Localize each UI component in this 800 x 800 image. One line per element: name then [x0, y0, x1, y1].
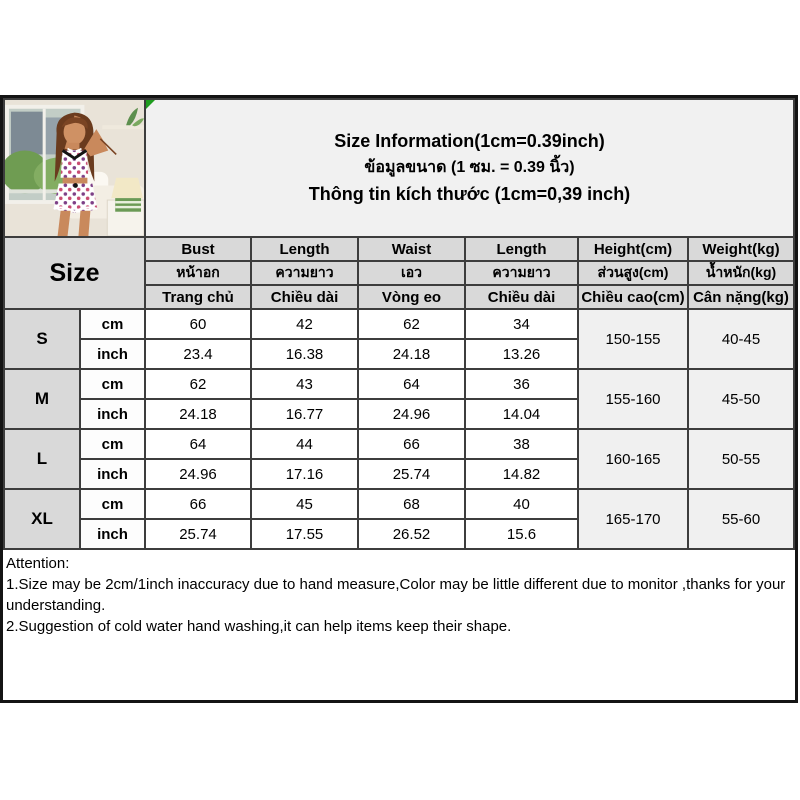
title-row: [4, 99, 794, 237]
col-header-height-th: ส่วนสูง(cm): [578, 261, 688, 285]
table-row-xl-cm: [4, 489, 794, 519]
height-range: 160-165: [578, 429, 688, 489]
unit-label-cm: cm: [80, 429, 145, 459]
unit-label-cm: cm: [80, 309, 145, 339]
weight-range: 40-45: [688, 309, 794, 369]
measure-value: 60: [145, 309, 251, 339]
col-header-bust-vi: Trang chủ: [145, 285, 251, 309]
measure-value: 62: [358, 309, 465, 339]
col-header-waist-en: Waist: [358, 237, 465, 261]
product-photo-cell: [4, 99, 145, 237]
size-row-label: S: [4, 309, 80, 369]
size-table: [3, 98, 795, 550]
measure-value: 14.04: [465, 399, 578, 429]
measure-value: 44: [251, 429, 358, 459]
attention-line-2: 2.Suggestion of cold water hand washing,it can help items keep their shape.: [6, 618, 512, 635]
measure-value: 24.18: [145, 399, 251, 429]
col-header-bust-th: หน้าอก: [145, 261, 251, 285]
col-header-length2-vi: Chiều dài: [465, 285, 578, 309]
measure-value: 36: [465, 369, 578, 399]
measure-value: 17.16: [251, 459, 358, 489]
measure-value: 16.77: [251, 399, 358, 429]
col-header-weight-vi: Cân nặng(kg): [688, 285, 794, 309]
measure-value: 62: [145, 369, 251, 399]
unit-label-cm: cm: [80, 489, 145, 519]
title-thai: ข้อมูลขนาด (1 ซม. = 0.39 นิ้ว): [364, 159, 575, 176]
attention-line-1: 1.Size may be 2cm/1inch inaccuracy due to hand measure,Color may be little different due to monitor ,thanks for your understanding.: [6, 576, 786, 614]
measure-value: 23.4: [145, 339, 251, 369]
col-header-height-vi: Chiều cao(cm): [578, 285, 688, 309]
measure-value: 24.96: [145, 459, 251, 489]
unit-label-inch: inch: [80, 399, 145, 429]
measure-value: 45: [251, 489, 358, 519]
measure-value: 34: [465, 309, 578, 339]
measure-value: 16.38: [251, 339, 358, 369]
table-row-m-cm: [4, 369, 794, 399]
col-header-waist-th: เอว: [358, 261, 465, 285]
title-block: [145, 99, 794, 237]
col-header-length-vi: Chiều dài: [251, 285, 358, 309]
col-header-bust-en: Bust: [145, 237, 251, 261]
unit-label-inch: inch: [80, 459, 145, 489]
measure-value: 15.6: [465, 519, 578, 549]
measure-value: 64: [145, 429, 251, 459]
col-header-height-en: Height(cm): [578, 237, 688, 261]
col-header-length2-en: Length: [465, 237, 578, 261]
title-english: Size Information(1cm=0.39inch): [334, 131, 605, 151]
corner-flag-icon: [146, 100, 155, 109]
measure-value: 43: [251, 369, 358, 399]
col-header-weight-en: Weight(kg): [688, 237, 794, 261]
chart-frame: [0, 95, 798, 703]
col-header-length-en: Length: [251, 237, 358, 261]
product-photo: [5, 100, 144, 236]
measure-value: 14.82: [465, 459, 578, 489]
height-range: 150-155: [578, 309, 688, 369]
table-row-l-cm: [4, 429, 794, 459]
header-row-en: [4, 237, 794, 261]
measure-value: 68: [358, 489, 465, 519]
measure-value: 38: [465, 429, 578, 459]
col-header-length2-th: ความยาว: [465, 261, 578, 285]
weight-range: 50-55: [688, 429, 794, 489]
height-range: 165-170: [578, 489, 688, 549]
unit-label-inch: inch: [80, 339, 145, 369]
measure-value: 64: [358, 369, 465, 399]
measure-value: 25.74: [145, 519, 251, 549]
col-header-weight-th: น้ำหนัก(kg): [688, 261, 794, 285]
measure-value: 42: [251, 309, 358, 339]
title-vietnamese: Thông tin kích thước (1cm=0,39 inch): [308, 184, 631, 204]
weight-range: 45-50: [688, 369, 794, 429]
size-row-label: M: [4, 369, 80, 429]
measure-value: 24.18: [358, 339, 465, 369]
attention-heading: Attention:: [6, 555, 70, 572]
col-header-length-th: ความยาว: [251, 261, 358, 285]
measure-value: 40: [465, 489, 578, 519]
measure-value: 66: [145, 489, 251, 519]
col-header-waist-vi: Vòng eo: [358, 285, 465, 309]
measure-value: 13.26: [465, 339, 578, 369]
height-range: 155-160: [578, 369, 688, 429]
weight-range: 55-60: [688, 489, 794, 549]
unit-label-cm: cm: [80, 369, 145, 399]
size-corner-label: Size: [4, 237, 145, 309]
unit-label-inch: inch: [80, 519, 145, 549]
table-row-s-cm: [4, 309, 794, 339]
size-row-label: L: [4, 429, 80, 489]
size-row-label: XL: [4, 489, 80, 549]
measure-value: 24.96: [358, 399, 465, 429]
measure-value: 25.74: [358, 459, 465, 489]
measure-value: 17.55: [251, 519, 358, 549]
attention-notes: [3, 550, 795, 700]
measure-value: 26.52: [358, 519, 465, 549]
measure-value: 66: [358, 429, 465, 459]
